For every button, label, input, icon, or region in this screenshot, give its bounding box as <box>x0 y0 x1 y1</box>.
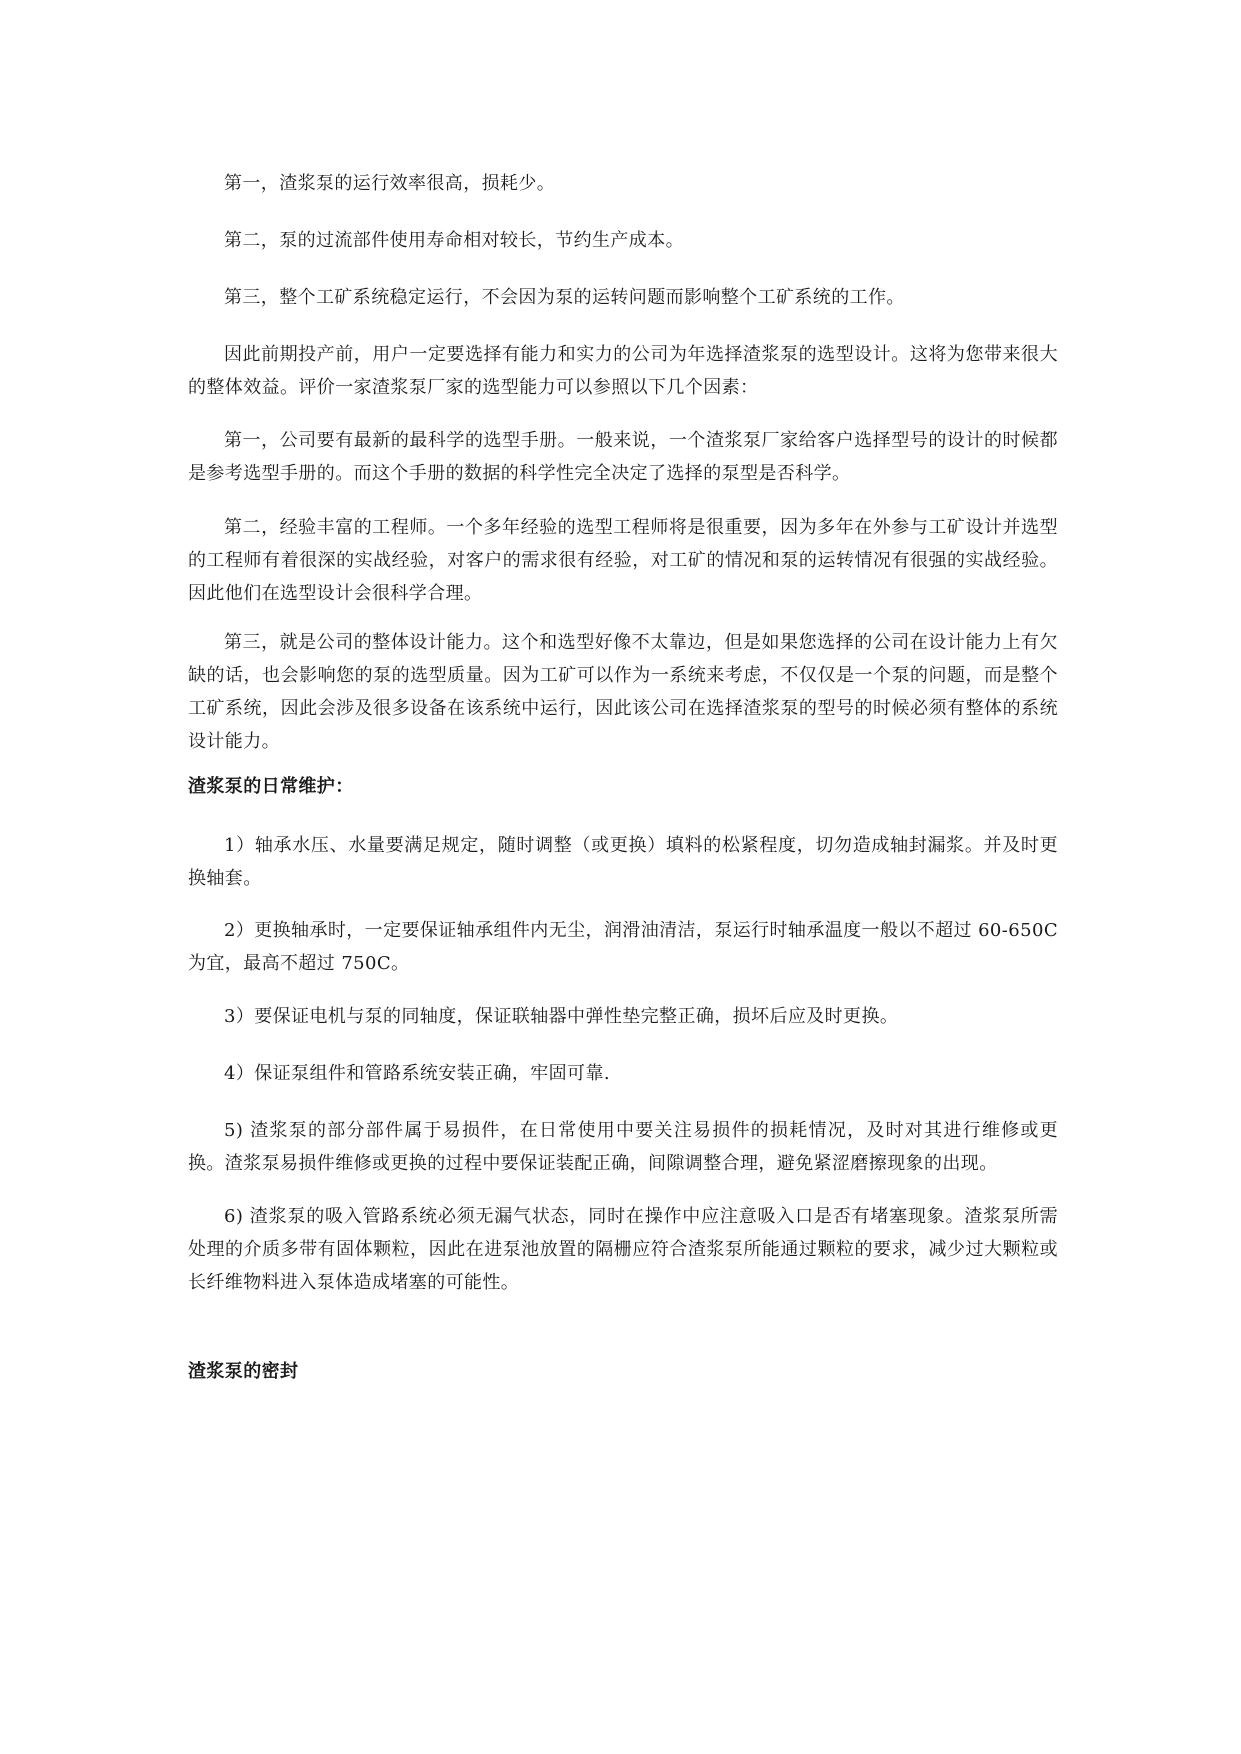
maintenance-item-3: 3）要保证电机与泵的同轴度，保证联轴器中弹性垫完整正确，损坏后应及时更换。 <box>224 1006 899 1027</box>
factor-2: 第二，经验丰富的工程师。一个多年经验的选型工程师将是很重要，因为多年在外参与工矿设计并选型的工程师有着很深的实战经验，对客户的需求很有经验，对工矿的情况和泵的运转情况有很强的实战经验。因此他们在选型设计会很科学合理。 <box>188 517 1058 604</box>
intro-item-3: 第三，整个工矿系统稳定运行，不会因为泵的运转问题而影响整个工矿系统的工作。 <box>224 287 905 308</box>
maintenance-item-6: 6) 渣浆泵的吸入管路系统必须无漏气状态，同时在操作中应注意吸入口是否有堵塞现象。渣浆泵所需处理的介质多带有固体颗粒，因此在进泵池放置的隔栅应符合渣浆泵所能通过颗粒的要求，减少过大颗粒或长纤维物料进入泵体造成堵塞的可能性。 <box>188 1206 1058 1293</box>
seal-heading: 渣浆泵的密封 <box>188 1361 299 1382</box>
intro-summary: 因此前期投产前，用户一定要选择有能力和实力的公司为年选择渣浆泵的选型设计。这将为您带来很大的整体效益。评价一家渣浆泵厂家的选型能力可以参照以下几个因素： <box>188 344 1058 398</box>
factor-3: 第三，就是公司的整体设计能力。这个和选型好像不太靠边，但是如果您选择的公司在设计能力上有欠缺的话，也会影响您的泵的选型质量。因为工矿可以作为一系统来考虑，不仅仅是一个泵的问题，而是整个工矿系统，因此会涉及很多设备在该系统中运行，因此该公司在选择渣浆泵的型号的时候必须有整体的系统设计能力。 <box>188 632 1058 752</box>
maintenance-item-4: 4）保证泵组件和管路系统安装正确，牢固可靠. <box>224 1063 610 1084</box>
factor-1: 第一，公司要有最新的最科学的选型手册。一般来说，一个渣浆泵厂家给客户选择型号的设计的时候都是参考选型手册的。而这个手册的数据的科学性完全决定了选择的泵型是否科学。 <box>188 430 1058 484</box>
maintenance-item-1: 1）轴承水压、水量要满足规定，随时调整（或更换）填料的松紧程度，切勿造成轴封漏浆。并及时更换轴套。 <box>188 835 1058 889</box>
intro-item-1: 第一，渣浆泵的运行效率很高，损耗少。 <box>224 173 556 194</box>
maintenance-heading: 渣浆泵的日常维护： <box>188 776 354 797</box>
maintenance-item-5: 5) 渣浆泵的部分部件属于易损件，在日常使用中要关注易损件的损耗情况，及时对其进行维修或更换。渣浆泵易损件维修或更换的过程中要保证装配正确，间隙调整合理，避免紧涩磨擦现象的出现。 <box>188 1120 1058 1174</box>
intro-item-2: 第二，泵的过流部件使用寿命相对较长，节约生产成本。 <box>224 230 684 251</box>
maintenance-item-2: 2）更换轴承时，一定要保证轴承组件内无尘，润滑油清洁，泵运行时轴承温度一般以不超过 60-650C 为宜，最高不超过 750C。 <box>188 920 1058 974</box>
